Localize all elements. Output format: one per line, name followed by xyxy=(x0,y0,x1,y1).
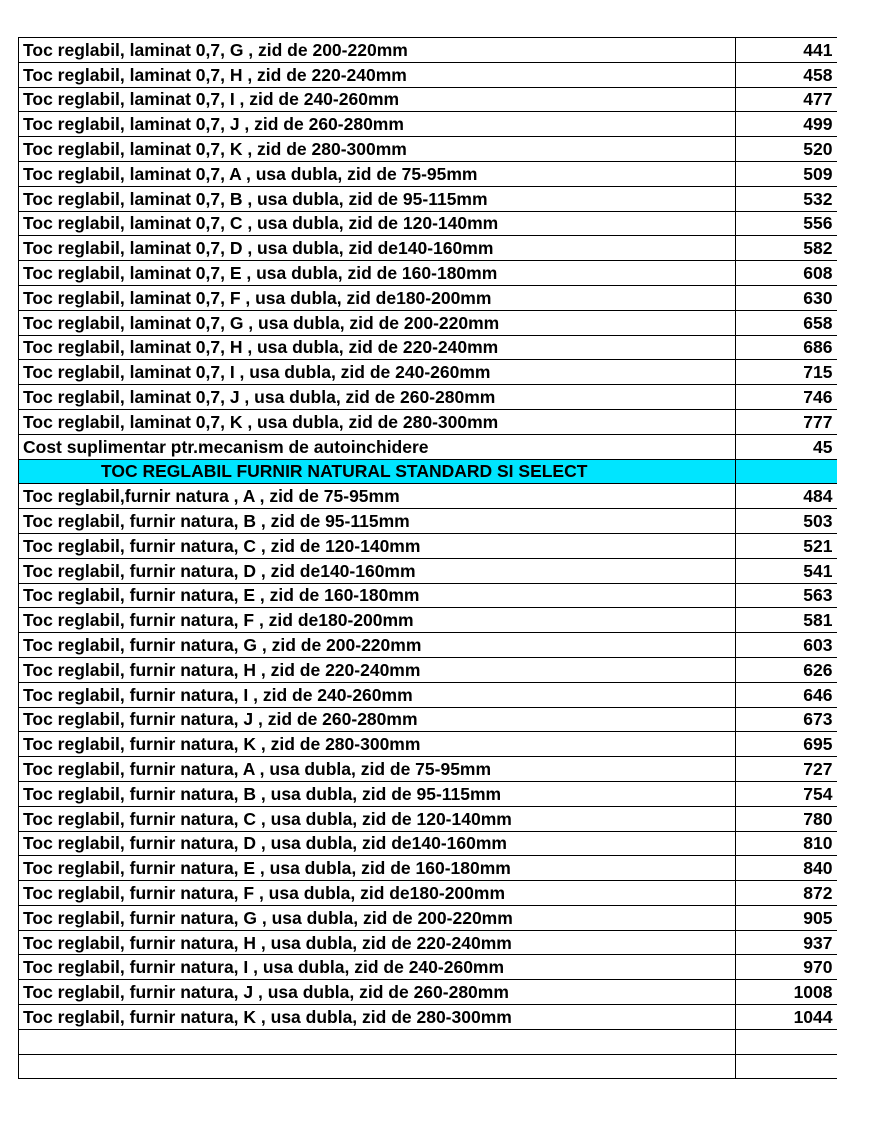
product-description: Toc reglabil, furnir natura, I , usa dubla, zid de 240-260mm xyxy=(19,955,736,980)
product-description: Toc reglabil, laminat 0,7, G , zid de 200-220mm xyxy=(19,38,736,63)
product-price: 45 xyxy=(736,434,837,459)
section-furnir xyxy=(19,459,837,484)
product-price: 658 xyxy=(736,310,837,335)
table-row xyxy=(19,806,837,831)
product-price: 556 xyxy=(736,211,837,236)
product-description: Toc reglabil, furnir natura, D , usa dubla, zid de140-160mm xyxy=(19,831,736,856)
table-row xyxy=(19,434,837,459)
product-description: Toc reglabil, furnir natura, F , zid de180-200mm xyxy=(19,608,736,633)
product-description: Toc reglabil, laminat 0,7, D , usa dubla, zid de140-160mm xyxy=(19,236,736,261)
table-row xyxy=(19,608,837,633)
product-description: Toc reglabil, laminat 0,7, J , usa dubla, zid de 260-280mm xyxy=(19,385,736,410)
empty-cell xyxy=(736,1054,837,1079)
table-row xyxy=(19,335,837,360)
product-description: Toc reglabil, furnir natura, D , zid de140-160mm xyxy=(19,558,736,583)
table-row xyxy=(19,757,837,782)
product-price: 695 xyxy=(736,732,837,757)
furnir-rows xyxy=(19,484,837,1030)
product-price: 532 xyxy=(736,186,837,211)
product-price: 503 xyxy=(736,509,837,534)
table-row xyxy=(19,211,837,236)
product-description: Toc reglabil, furnir natura, C , usa dubla, zid de 120-140mm xyxy=(19,806,736,831)
product-description: Toc reglabil, laminat 0,7, A , usa dubla, zid de 75-95mm xyxy=(19,161,736,186)
table-row xyxy=(19,533,837,558)
table-row xyxy=(19,881,837,906)
table-row xyxy=(19,633,837,658)
table-row xyxy=(19,583,837,608)
product-price: 777 xyxy=(736,409,837,434)
product-price: 441 xyxy=(736,38,837,63)
product-description: Toc reglabil, furnir natura, E , zid de 160-180mm xyxy=(19,583,736,608)
product-price: 603 xyxy=(736,633,837,658)
empty-cell xyxy=(736,1029,837,1054)
table-row xyxy=(19,955,837,980)
product-price: 715 xyxy=(736,360,837,385)
product-price: 1044 xyxy=(736,1005,837,1030)
product-description: Toc reglabil, furnir natura, H , usa dubla, zid de 220-240mm xyxy=(19,930,736,955)
product-description: Toc reglabil, laminat 0,7, E , usa dubla, zid de 160-180mm xyxy=(19,261,736,286)
product-price: 970 xyxy=(736,955,837,980)
product-description: Toc reglabil, laminat 0,7, K , usa dubla, zid de 280-300mm xyxy=(19,409,736,434)
section-header: TOC REGLABIL FURNIR NATURAL STANDARD SI SELECT xyxy=(19,459,736,484)
table-row xyxy=(19,831,837,856)
table-row xyxy=(19,310,837,335)
product-price: 630 xyxy=(736,285,837,310)
table-row xyxy=(19,930,837,955)
table-row xyxy=(19,186,837,211)
empty-cell xyxy=(19,1054,736,1079)
product-price: 563 xyxy=(736,583,837,608)
product-description: Toc reglabil, laminat 0,7, H , zid de 220-240mm xyxy=(19,62,736,87)
product-price: 626 xyxy=(736,657,837,682)
product-description: Toc reglabil, laminat 0,7, B , usa dubla, zid de 95-115mm xyxy=(19,186,736,211)
product-price: 905 xyxy=(736,905,837,930)
product-price: 646 xyxy=(736,682,837,707)
product-price: 872 xyxy=(736,881,837,906)
table-row xyxy=(19,62,837,87)
product-description: Toc reglabil,furnir natura , A , zid de 75-95mm xyxy=(19,484,736,509)
product-description: Toc reglabil, furnir natura, C , zid de 120-140mm xyxy=(19,533,736,558)
product-price: 1008 xyxy=(736,980,837,1005)
product-price: 686 xyxy=(736,335,837,360)
product-price: 499 xyxy=(736,112,837,137)
table-row xyxy=(19,484,837,509)
product-price: 458 xyxy=(736,62,837,87)
product-description: Toc reglabil, furnir natura, A , usa dubla, zid de 75-95mm xyxy=(19,757,736,782)
product-description: Toc reglabil, laminat 0,7, I , zid de 240-260mm xyxy=(19,87,736,112)
section-header-row xyxy=(19,459,837,484)
product-description: Toc reglabil, furnir natura, K , zid de 280-300mm xyxy=(19,732,736,757)
product-description: Toc reglabil, furnir natura, G , usa dubla, zid de 200-220mm xyxy=(19,905,736,930)
table-row xyxy=(19,905,837,930)
product-description: Toc reglabil, laminat 0,7, G , usa dubla, zid de 200-220mm xyxy=(19,310,736,335)
product-price: 509 xyxy=(736,161,837,186)
product-price: 477 xyxy=(736,87,837,112)
table-row xyxy=(19,509,837,534)
table-row xyxy=(19,980,837,1005)
product-price: 746 xyxy=(736,385,837,410)
product-description: Toc reglabil, laminat 0,7, C , usa dubla, zid de 120-140mm xyxy=(19,211,736,236)
price-table xyxy=(18,37,837,1079)
table-row xyxy=(19,1005,837,1030)
product-description: Toc reglabil, laminat 0,7, I , usa dubla, zid de 240-260mm xyxy=(19,360,736,385)
table-row xyxy=(19,385,837,410)
table-row xyxy=(19,856,837,881)
table-row xyxy=(19,261,837,286)
product-description: Toc reglabil, furnir natura, J , usa dubla, zid de 260-280mm xyxy=(19,980,736,1005)
product-price: 673 xyxy=(736,707,837,732)
product-price: 521 xyxy=(736,533,837,558)
product-price: 754 xyxy=(736,781,837,806)
product-description: Toc reglabil, laminat 0,7, H , usa dubla, zid de 220-240mm xyxy=(19,335,736,360)
product-description: Toc reglabil, furnir natura, F , usa dubla, zid de180-200mm xyxy=(19,881,736,906)
table-row xyxy=(19,38,837,63)
product-description: Toc reglabil, laminat 0,7, J , zid de 260-280mm xyxy=(19,112,736,137)
product-price: 780 xyxy=(736,806,837,831)
product-description: Toc reglabil, furnir natura, E , usa dubla, zid de 160-180mm xyxy=(19,856,736,881)
product-description: Cost suplimentar ptr.mecanism de autoinchidere xyxy=(19,434,736,459)
empty-cell xyxy=(19,1029,736,1054)
product-description: Toc reglabil, furnir natura, K , usa dubla, zid de 280-300mm xyxy=(19,1005,736,1030)
table-row xyxy=(19,657,837,682)
table-row xyxy=(19,360,837,385)
product-description: Toc reglabil, furnir natura, J , zid de 260-280mm xyxy=(19,707,736,732)
product-price: 484 xyxy=(736,484,837,509)
product-description: Toc reglabil, furnir natura, G , zid de 200-220mm xyxy=(19,633,736,658)
laminat-rows xyxy=(19,38,837,460)
product-description: Toc reglabil, furnir natura, I , zid de 240-260mm xyxy=(19,682,736,707)
product-price: 520 xyxy=(736,137,837,162)
product-price: 727 xyxy=(736,757,837,782)
empty-rows xyxy=(19,1029,837,1079)
table-row xyxy=(19,112,837,137)
product-description: Toc reglabil, laminat 0,7, K , zid de 280-300mm xyxy=(19,137,736,162)
product-price: 582 xyxy=(736,236,837,261)
table-row xyxy=(19,285,837,310)
product-description: Toc reglabil, furnir natura, B , zid de 95-115mm xyxy=(19,509,736,534)
section-header-price-cell xyxy=(736,459,837,484)
table-row xyxy=(19,682,837,707)
table-row xyxy=(19,87,837,112)
product-price: 608 xyxy=(736,261,837,286)
product-description: Toc reglabil, furnir natura, H , zid de 220-240mm xyxy=(19,657,736,682)
product-price: 937 xyxy=(736,930,837,955)
table-row xyxy=(19,236,837,261)
empty-row xyxy=(19,1054,837,1079)
product-description: Toc reglabil, furnir natura, B , usa dubla, zid de 95-115mm xyxy=(19,781,736,806)
product-price: 581 xyxy=(736,608,837,633)
empty-row xyxy=(19,1029,837,1054)
product-description: Toc reglabil, laminat 0,7, F , usa dubla, zid de180-200mm xyxy=(19,285,736,310)
table-row xyxy=(19,161,837,186)
table-row xyxy=(19,409,837,434)
product-price: 840 xyxy=(736,856,837,881)
table-row xyxy=(19,781,837,806)
product-price: 541 xyxy=(736,558,837,583)
table-row xyxy=(19,558,837,583)
table-row xyxy=(19,732,837,757)
table-row xyxy=(19,137,837,162)
product-price: 810 xyxy=(736,831,837,856)
table-row xyxy=(19,707,837,732)
